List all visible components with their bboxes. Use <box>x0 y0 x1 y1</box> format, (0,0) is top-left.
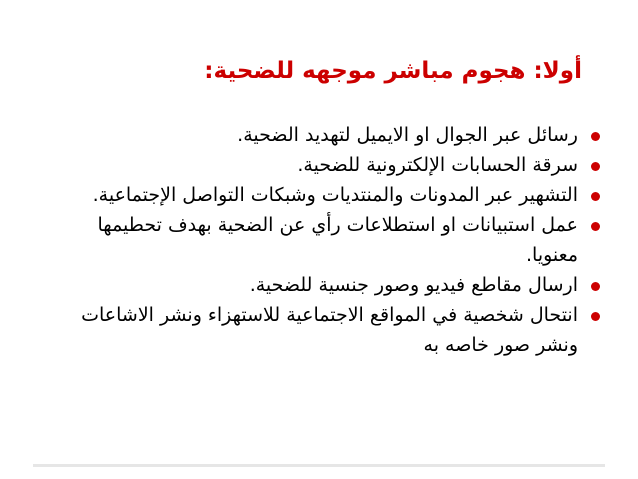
footer-divider <box>33 464 605 467</box>
bullet-text: عمل استبيانات او استطلاعات رأي عن الضحية بهدف تحطيمها معنويا. <box>97 214 578 266</box>
list-item <box>74 120 604 150</box>
bullet-text: رسائل عبر الجوال او الايميل لتهديد الضحية. <box>237 124 578 146</box>
bullet-text: التشهير عبر المدونات والمنتديات وشبكات التواصل الإجتماعية. <box>92 184 578 206</box>
list-item <box>74 180 604 210</box>
bullet-dot-icon <box>591 192 600 201</box>
list-item <box>74 150 604 180</box>
bullet-text: ارسال مقاطع فيديو وصور جنسية للضحية. <box>249 274 578 296</box>
bullet-dot-icon <box>591 312 600 321</box>
bullet-text: سرقة الحسابات الإلكترونية للضحية. <box>297 154 578 176</box>
bullet-list <box>74 120 604 360</box>
list-item <box>74 270 604 300</box>
bullet-dot-icon <box>591 162 600 171</box>
bullet-dot-icon <box>591 222 600 231</box>
bullet-dot-icon <box>591 282 600 291</box>
list-item <box>74 210 604 270</box>
slide-title: أولا: هجوم مباشر موجهه للضحية: <box>204 58 582 84</box>
bullet-text: انتحال شخصية في المواقع الاجتماعية للاستهزاء ونشر الاشاعات ونشر صور خاصه به <box>81 304 578 356</box>
list-item <box>74 300 604 360</box>
bullet-dot-icon <box>591 132 600 141</box>
